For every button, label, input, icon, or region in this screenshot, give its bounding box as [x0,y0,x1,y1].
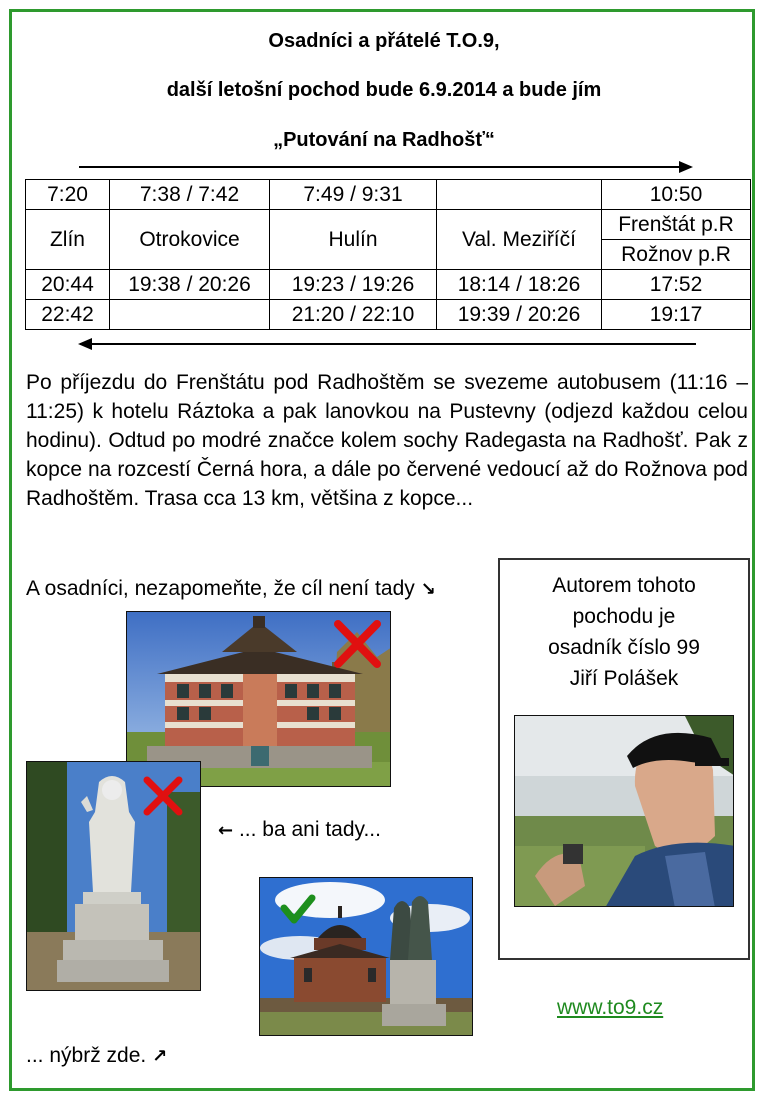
website-link[interactable]: www.to9.cz [557,996,664,1019]
route-description: Po příjezdu do Frenštátu pod Radhoštěm se svezeme autobusem (11:16 – 11:25) k hotelu Ráztoka a pak lanovkou na Pustevny (odjezd každou celou hodinu). Odtud po modré značce kolem sochy Radegasta na Radhošť. Pak z kopce na rozcestí Černá hora, a dále po červené vedoucí až do Rožnova pod Radhoštěm. Trasa cca 13 km, většina z kopce... [26,371,748,510]
table-cell [437,180,602,210]
table-cell: 19:23 / 19:26 [270,270,437,300]
header-line-2: další letošní pochod bude 6.9.2014 a bude jím [166,79,602,101]
table-cell: 18:14 / 18:26 [437,270,602,300]
arrow-left-icon: ← [218,820,234,841]
arrow-up-right-icon: ↗ [152,1046,168,1067]
table-row [26,270,751,300]
author-line: pochodu je [572,605,676,628]
note-text: A osadníci, nezapomeňte, že cíl není tady [26,577,415,600]
author-name: Jiří Polášek [569,667,679,690]
author-box [498,558,750,960]
table-cell: 20:44 [26,270,110,300]
table-cell: 19:39 / 20:26 [437,300,602,330]
table-cell: 22:42 [26,300,110,330]
station-cell: Val. Meziříčí [437,210,602,270]
arrow-down-right-icon: ↘ [420,579,436,600]
table-row [26,300,751,330]
note-text: ... ba ani tady... [238,818,381,841]
table-cell: 7:20 [26,180,110,210]
note-not-here [26,574,480,605]
table-cell: 21:20 / 22:10 [270,300,437,330]
timetable [25,179,751,330]
station-cell: Frenštát p.R [602,210,751,240]
table-cell: 10:50 [602,180,751,210]
station-cell: Otrokovice [110,210,270,270]
author-line: osadník číslo 99 [548,636,700,659]
station-cell: Hulín [270,210,437,270]
photo-radhost-chapel [259,877,473,1036]
note-nor-here [218,818,381,842]
table-cell: 17:52 [602,270,751,300]
author-line: Autorem tohoto [552,574,696,597]
outbound-arrow [79,166,691,168]
author-photo [514,715,734,907]
table-cell: 7:38 / 7:42 [110,180,270,210]
header-line-1: Osadníci a přátelé T.O.9, [268,30,500,52]
table-cell: 19:38 / 20:26 [110,270,270,300]
return-arrow [80,343,696,345]
photo-radegast-statue [26,761,201,991]
table-row [26,210,751,240]
author-text [500,570,748,694]
station-cell: Zlín [26,210,110,270]
station-cell: Rožnov p.R [602,240,751,270]
event-title: „Putování na Radhošť“ [273,129,495,151]
table-row [26,180,751,210]
table-cell [110,300,270,330]
table-cell: 19:17 [602,300,751,330]
note-but-here [26,1044,167,1068]
table-cell: 7:49 / 9:31 [270,180,437,210]
note-text: ... nýbrž zde. [26,1044,147,1067]
